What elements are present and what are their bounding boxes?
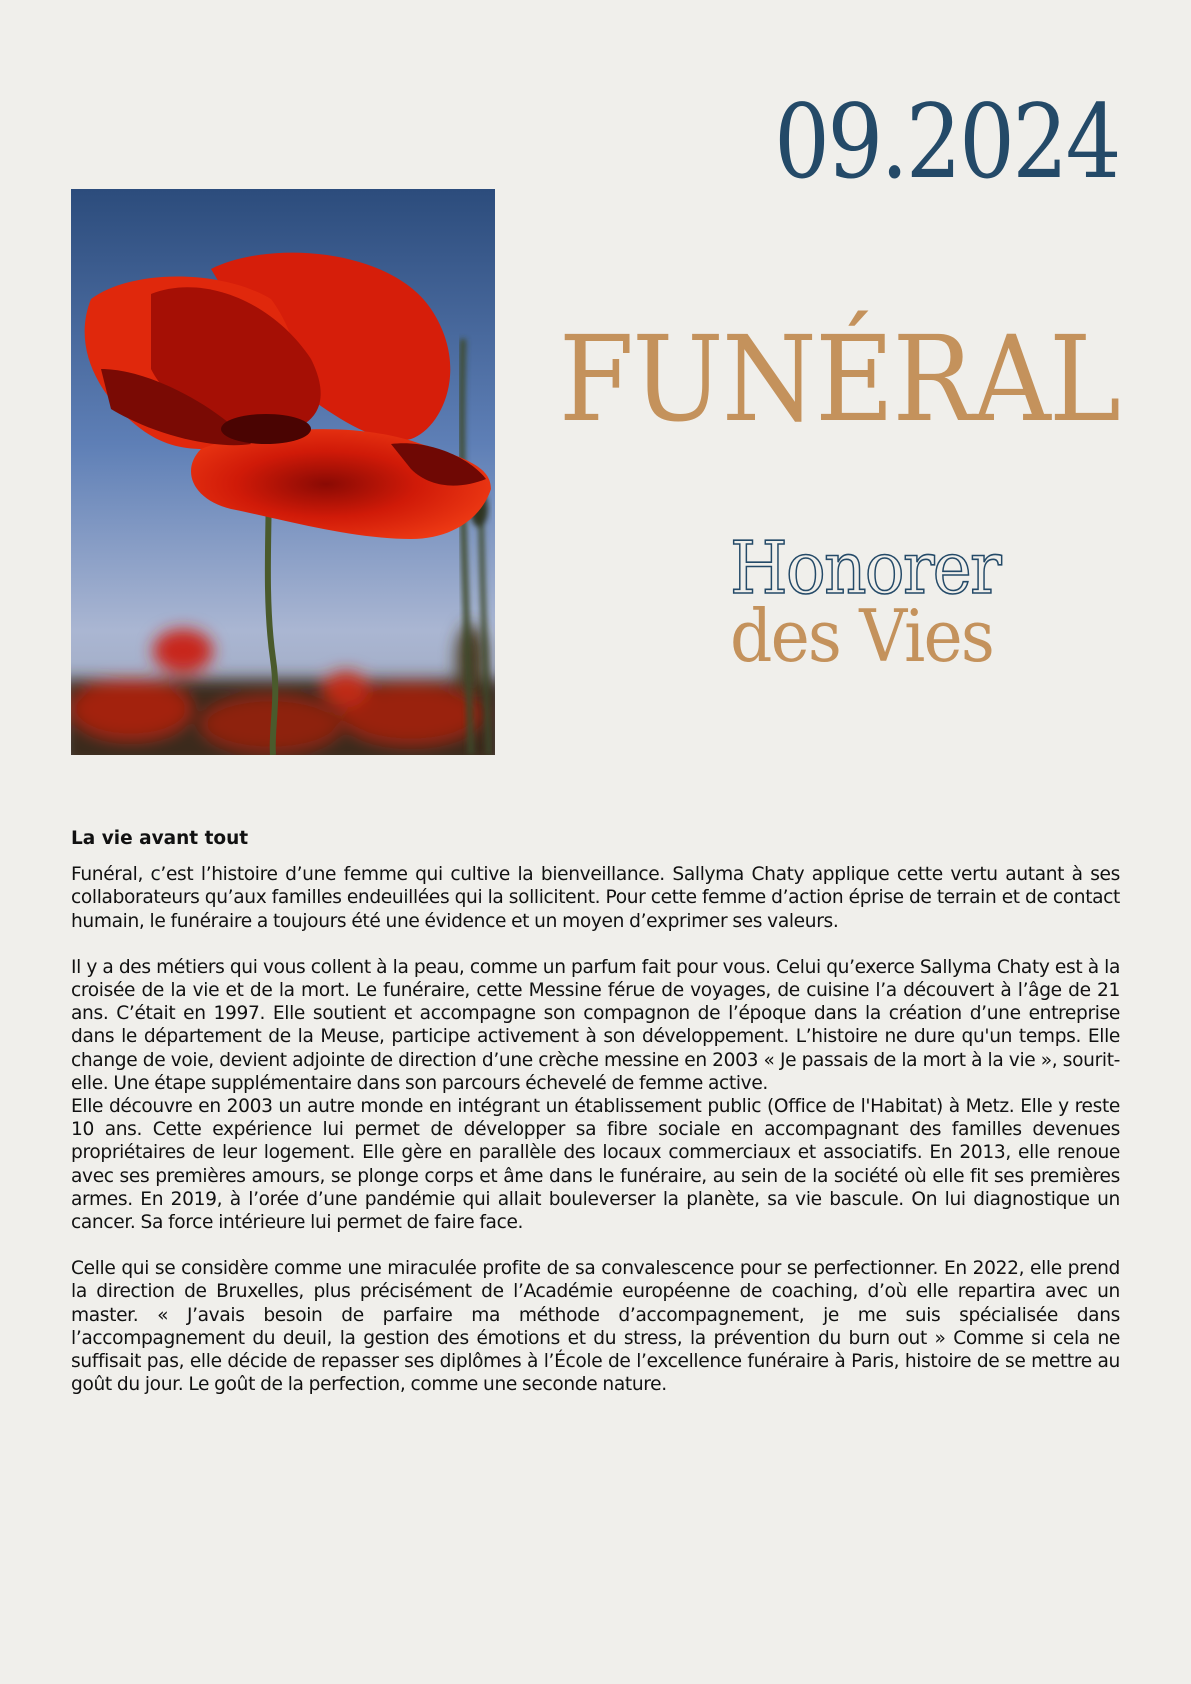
poppy-photo: [71, 189, 495, 755]
tagline: [730, 526, 1023, 678]
tagline-solid: des Vies: [730, 594, 993, 678]
article-paragraph: Celle qui se considère comme une miraculée profite de sa convalescence pour se perfectionner. En 2022, elle prend la direction de Bruxelles, plus précisément de l’Académie européenne de coaching, d’où elle repartira avec un master. « J’avais besoin de parfaire ma méthode d’accompagnement, je me suis spécialisée dans l’accompagnement du deuil, la gestion des émotions et du stress, la prévention du burn out » Comme si cela ne suffisait pas, elle décide de repasser ses diplômes à l’École de l’excellence funéraire à Paris, histoire de se mettre au goût du jour. Le goût de la perfection, comme une seconde nature.: [71, 1258, 1120, 1396]
tagline-outline: Honorer: [730, 526, 1000, 610]
article-paragraph: Il y a des métiers qui vous collent à la peau, comme un parfum fait pour vous. Celui qu’exerce Sallyma Chaty est à la croisée de la vie et de la mort. Le funéraire, cette Messine férue de voyages, de cuisine l’a découvert à l’âge de 21 ans. C’était en 1997. Elle soutient et accompagne son compagnon de l’époque dans la création d’une entreprise dans le département de la Meuse, participe activement à son développement. L’histoire ne dure qu'un temps. Elle change de voie, devient adjointe de direction d’une crèche messine en 2003 « Je passais de la mort à la vie », sourit-elle. Une étape supplémentaire dans son parcours échevelé de femme active.: [71, 956, 1120, 1094]
article-heading: La vie avant tout: [71, 828, 249, 849]
issue-date: 09.2024: [774, 83, 1119, 202]
magazine-title: FUNÉRAL: [558, 310, 1119, 448]
article-paragraph: Elle découvre en 2003 un autre monde en intégrant un établissement public (Office de l'Habitat) à Metz. Elle y reste 10 ans. Cette expérience lui permet de développer sa fibre sociale en accompagnant des familles devenues propriétaires de leur logement. Elle gère en parallèle des locaux commerciaux et associatifs. En 2013, elle renoue avec ses premières amours, se plonge corps et âme dans le funéraire, au sein de la société où elle fit ses premières armes. En 2019, à l’orée d’une pandémie qui allait bouleverser la planète, sa vie bascule. On lui diagnostique un cancer. Sa force intérieure lui permet de faire face.: [71, 1095, 1120, 1233]
article-paragraph: Funéral, c’est l’histoire d’une femme qui cultive la bienveillance. Sallyma Chaty applique cette vertu autant à ses collaborateurs qu’aux familles endeuillées qui la sollicitent. Pour cette femme d’action éprise de terrain et de contact humain, le funéraire a toujours été une évidence et un moyen d’exprimer ses valeurs.: [71, 864, 1120, 932]
poppy-illustration: [71, 189, 495, 755]
article: [71, 827, 1120, 1396]
